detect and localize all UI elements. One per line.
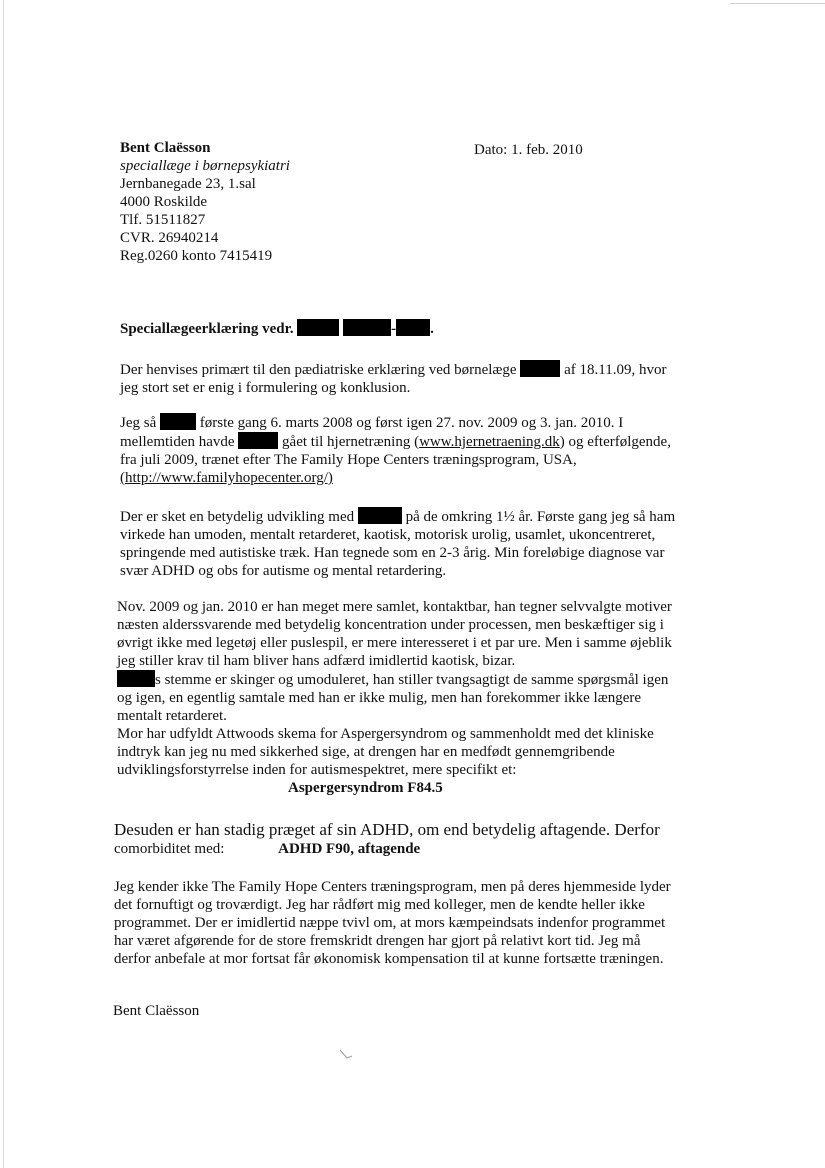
p1-text-b: af 18.11.09, hvor xyxy=(564,362,667,378)
p6-line: programmet. Der er imidlertid næppe tvivl om, at mors kæmpeindsats indenfor programmet xyxy=(114,915,666,931)
subject-end: . xyxy=(430,321,434,337)
paragraph-development xyxy=(120,507,675,580)
letter-date: Dato: 1. feb. 2010 xyxy=(474,142,583,158)
p2-text-c: mellemtiden havde xyxy=(120,434,235,450)
p6-line: derfor anbefale at mor fortsat får økonomisk kompensation til at kunne fortsætte træningen. xyxy=(114,951,664,967)
p5-line: comorbiditet med: xyxy=(114,841,225,857)
p3-text-c: virkede han umoden, mentalt retarderet, kaotisk, motorisk urolig, usamlet, ukoncentreret, xyxy=(120,527,656,543)
sender-title: speciallæge i børnepsykiatri xyxy=(120,158,290,174)
p2-text-b: første gang 6. marts 2008 og først igen 27. nov. 2009 og 3. jan. 2010. I xyxy=(199,415,624,431)
redaction-box xyxy=(520,360,560,377)
p4-line: Mor har udfyldt Attwoods skema for Aspergersyndrom og sammenholdt med det kliniske xyxy=(117,726,654,742)
link-familyhopecenter[interactable]: (http://www.familyhopecenter.org/) xyxy=(120,470,333,486)
p4-line: indtryk kan jeg nu med sikkerhed sige, at drengen har en medfødt gennemgribende xyxy=(117,744,615,760)
signature-block xyxy=(113,1002,199,1020)
sender-address-city: 4000 Roskilde xyxy=(120,194,208,210)
sender-cvr: CVR. 26940214 xyxy=(120,230,219,246)
p6-line: det fornuftigt og troværdigt. Jeg har rådført mig med kolleger, men de kendte heller ikke xyxy=(114,897,645,913)
paragraph-comorbidity xyxy=(114,820,660,858)
redaction-box xyxy=(297,319,339,336)
p2-text-d: gået til hjernetræning ( xyxy=(282,434,420,450)
paragraph-recommendation xyxy=(114,878,671,968)
redaction-box xyxy=(160,413,196,430)
p4-line: og igen, en egentlig samtale med han er ikke mulig, men han forekommer ikke længere xyxy=(117,690,642,706)
redaction-box xyxy=(117,670,155,687)
diagnosis-asperger: Aspergersyndrom F84.5 xyxy=(288,780,443,796)
redaction-box xyxy=(358,507,402,524)
sender-block xyxy=(120,139,290,265)
p4-line: mentalt retarderet. xyxy=(117,708,227,724)
p1-text-c: jeg stort set er enig i formulering og konklusion. xyxy=(120,380,411,396)
p2-text-f: fra juli 2009, trænet efter The Family Hope Centers træningsprogram, USA, xyxy=(120,452,577,468)
subject-dash: - xyxy=(391,321,397,337)
p5-line: Desuden er han stadig præget af sin ADHD, om end betydelig aftagende. Derfor xyxy=(114,820,660,839)
paragraph-visits xyxy=(120,413,671,487)
sender-bank: Reg.0260 konto 7415419 xyxy=(120,248,273,264)
subject-line xyxy=(120,319,434,338)
page-edge xyxy=(3,0,4,1168)
sender-name: Bent Claësson xyxy=(120,140,211,156)
redaction-box xyxy=(238,432,278,449)
date-block xyxy=(474,141,583,159)
subject-prefix: Speciallægeerklæring vedr. xyxy=(120,321,294,337)
p4-line: næsten alderssvarende med betydelig koncentration under processen, men beskæftiger sig i xyxy=(117,617,664,633)
signature-name: Bent Claësson xyxy=(113,1003,200,1019)
p2-text-e: ) og efterfølgende, xyxy=(559,434,671,450)
redaction-box xyxy=(396,319,430,336)
p4-line: udviklingsforstyrrelse inden for autismespektret, mere specifikt et: xyxy=(117,762,517,778)
scan-speck xyxy=(338,1048,362,1064)
p6-line: har været afgørende for de store fremskridt drengen har gjort på relativt kort tid. Jeg må xyxy=(114,933,641,949)
p4-line: øvrigt ikke med legetøj eller puslespil, er mere interesseret i et par ure. Men i samme øjeblik xyxy=(117,635,672,651)
page-edge-top xyxy=(730,3,825,4)
p3-text-a: Der er sket en betydelig udvikling med xyxy=(120,509,355,525)
paragraph-referral xyxy=(120,360,666,397)
link-hjernetraening[interactable]: www.hjernetraening.dk xyxy=(419,434,560,450)
redaction-box xyxy=(343,319,391,336)
p3-text-d: springende med autistiske træk. Han tegnede som en 2-3 årig. Min foreløbige diagnose var xyxy=(120,545,665,561)
p4-line: Nov. 2009 og jan. 2010 er han meget mere samlet, kontaktbar, han tegner selvvalgte motiver xyxy=(117,599,672,615)
sender-address-street: Jernbanegade 23, 1.sal xyxy=(120,176,256,192)
paragraph-current-state xyxy=(117,598,672,797)
p3-text-b: på de omkring 1½ år. Første gang jeg så ham xyxy=(405,509,676,525)
p2-text-a: Jeg så xyxy=(120,415,157,431)
sender-phone: Tlf. 51511827 xyxy=(120,212,206,228)
p3-text-e: svær ADHD og obs for autisme og mental retardering. xyxy=(120,563,447,579)
diagnosis-adhd: ADHD F90, aftagende xyxy=(278,841,421,857)
p6-line: Jeg kender ikke The Family Hope Centers træningsprogram, men på deres hjemmeside lyder xyxy=(114,879,671,895)
p1-text-a: Der henvises primært til den pædiatriske erklæring ved børnelæge xyxy=(120,362,517,378)
p4-line: s stemme er skinger og umoduleret, han stiller tvangsagtigt de samme spørgsmål igen xyxy=(155,672,669,688)
p4-line: jeg stiller krav til ham bliver hans adfærd imidlertid kaotisk, bizar. xyxy=(117,653,516,669)
